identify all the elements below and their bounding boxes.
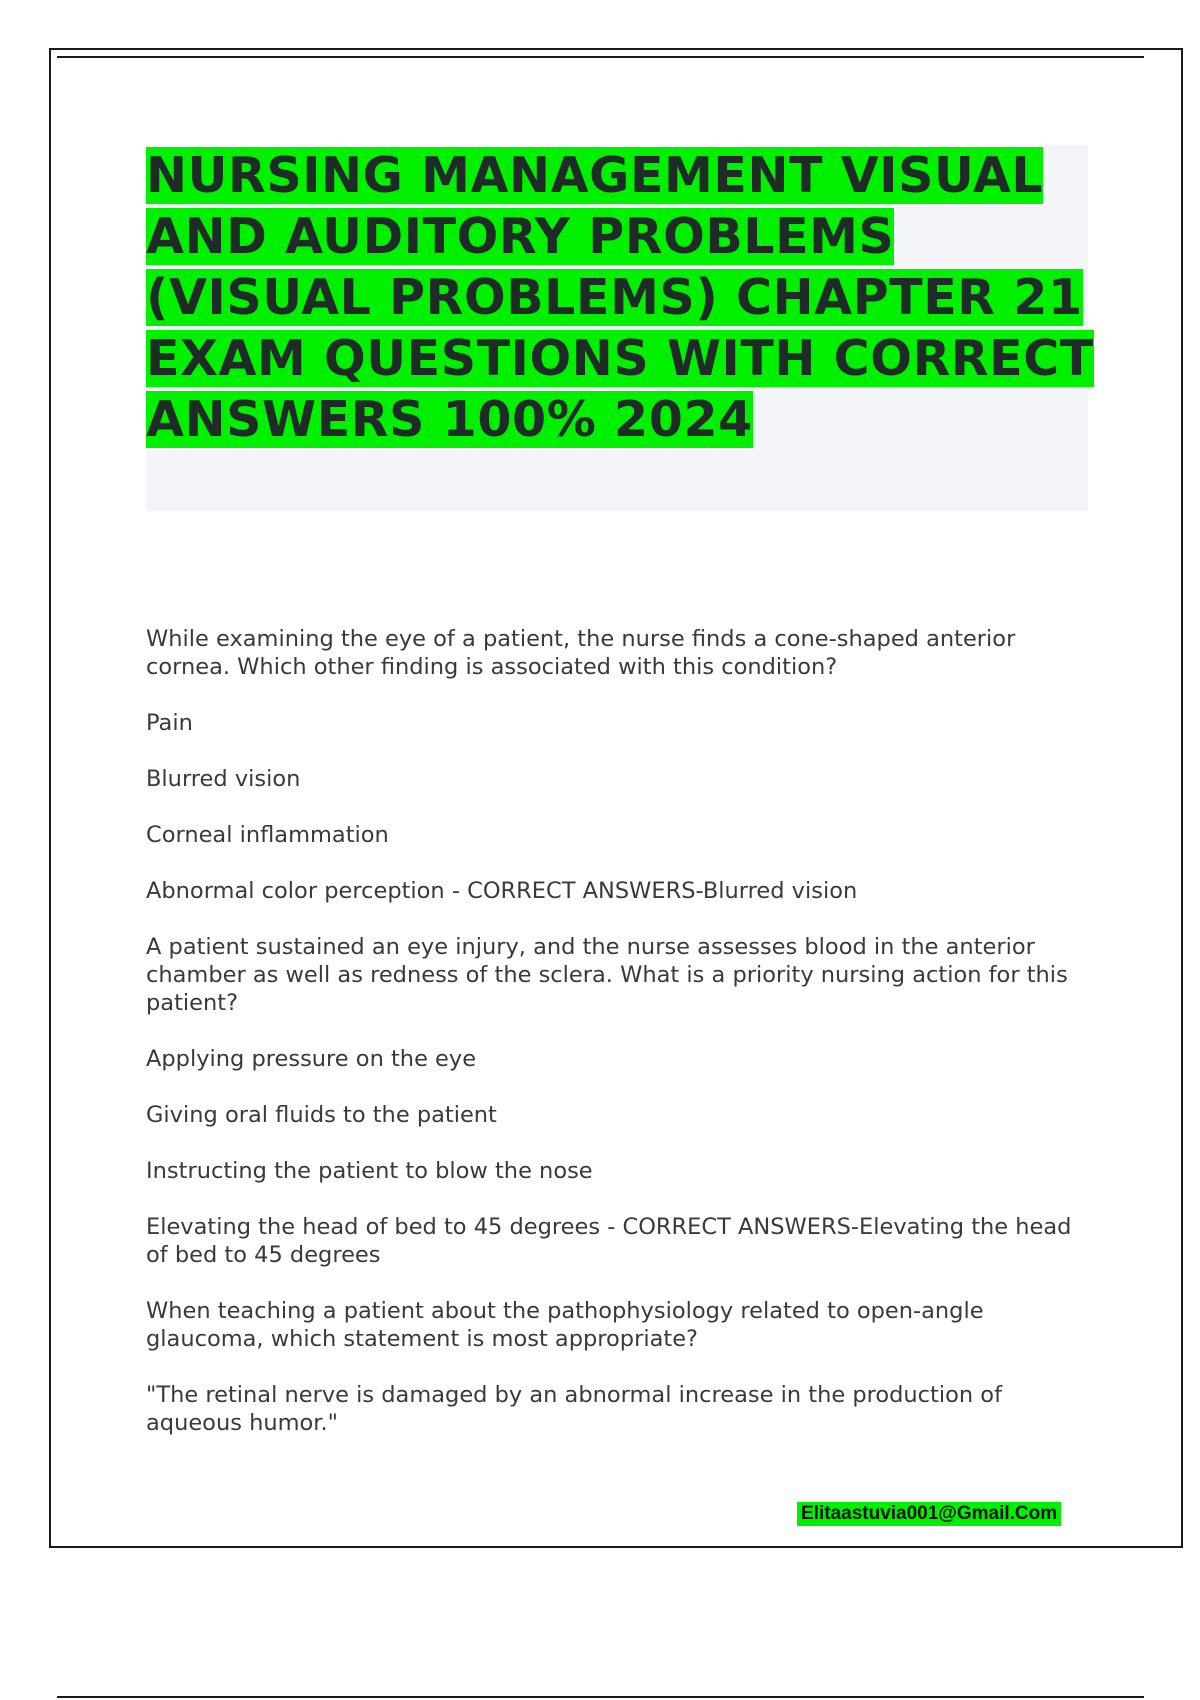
option-2b: Giving oral fluids to the patient (146, 1102, 497, 1128)
document-title (146, 145, 1096, 450)
option-1b: Blurred vision (146, 766, 301, 792)
option-1d-answer: Abnormal color perception - CORRECT ANSWERS-Blurred vision (146, 878, 858, 904)
question-2: A patient sustained an eye injury, and the nurse assesses blood in the anterior chamber as well as redness of the sclera. What is a priority nursing action for this patient? (146, 934, 1068, 1016)
option-2c: Instructing the patient to blow the nose (146, 1158, 593, 1184)
top-divider (57, 56, 1144, 58)
title-block (146, 145, 1094, 511)
option-2d-answer: Elevating the head of bed to 45 degrees - CORRECT ANSWERS-Elevating the head of bed to 45 degrees (146, 1214, 1072, 1268)
option-1a: Pain (146, 710, 193, 736)
watermark-email: Elitaastuvia001@Gmail.Com (797, 1502, 1061, 1526)
option-3a: "The retinal nerve is damaged by an abnormal increase in the production of aqueous humor." (146, 1382, 1002, 1436)
option-1c: Corneal inflammation (146, 822, 389, 848)
qa-content (146, 625, 1086, 1465)
question-3: When teaching a patient about the pathophysiology related to open-angle glaucoma, which statement is most appropriate? (146, 1298, 984, 1352)
question-1: While examining the eye of a patient, the nurse finds a cone-shaped anterior cornea. Which other finding is associated with this condition? (146, 626, 1016, 680)
bottom-divider (57, 1696, 1144, 1698)
document-title-highlight: NURSING MANAGEMENT VISUAL AND AUDITORY PROBLEMS (VISUAL PROBLEMS) CHAPTER 21 EXAM QUESTIONS WITH CORRECT ANSWERS 100% 2024 (146, 147, 1094, 448)
option-2a: Applying pressure on the eye (146, 1046, 477, 1072)
